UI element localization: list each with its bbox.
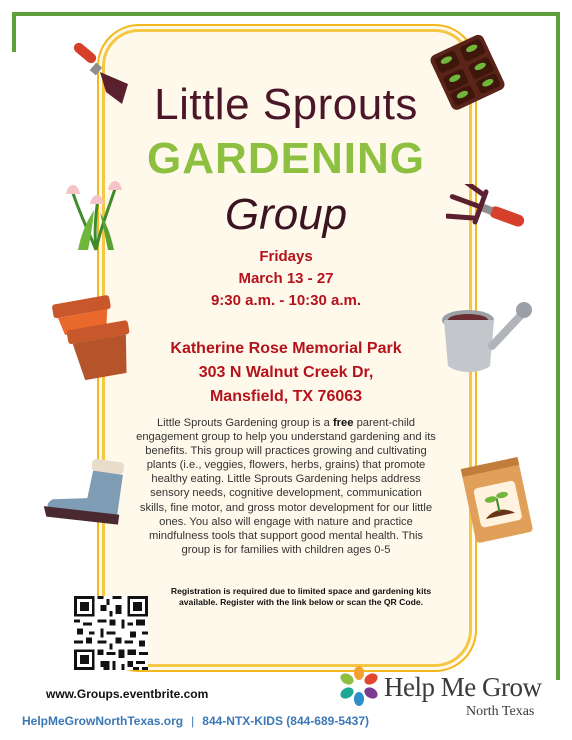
help-me-grow-logo-icon	[338, 665, 380, 707]
frame-top-border	[12, 12, 560, 16]
footer-bar	[22, 714, 369, 728]
location-street: 303 N Walnut Creek Dr,	[198, 364, 374, 381]
register-url-link[interactable]: www.Groups.eventbrite.com	[46, 687, 209, 701]
schedule-day: Fridays	[259, 248, 313, 265]
footer-separator: |	[191, 714, 195, 728]
description-part-2: parent-child engagement group to help you understand gardening and its benefits. This group will practices growing and cultivating plants (i.e., veggies, flowers, herbs, grains) that promote healthy eating. Little Sprouts Gardening helps address sensory needs, cognitive development, communication skills, fine motor, and gross motor development for our little ones. You also will engage with nature and practice mindfulness tools that support good mental health. This group is for families with children ages 0-5	[136, 417, 436, 556]
location-city: Mansfield, TX 76063	[209, 388, 363, 405]
title-line-1: Little Sprouts	[154, 80, 418, 129]
schedule-dates: March 13 - 27	[238, 270, 334, 287]
registration-note: Registration is required due to limited space and gardening kits available. Register with the link below or scan the QR Code.	[170, 586, 432, 608]
logo-name: Help Me Grow	[384, 672, 542, 702]
seed-packet-icon	[458, 454, 538, 546]
footer-website-link[interactable]: HelpMeGrowNorthTexas.org	[22, 714, 184, 728]
logo-region: North Texas	[466, 704, 535, 719]
title-line-3: Group	[224, 190, 348, 239]
title-line-2: GARDENING	[147, 134, 425, 183]
location-name: Katherine Rose Memorial Park	[170, 340, 402, 357]
description-free: free	[332, 417, 354, 429]
rain-boot-icon	[40, 454, 134, 532]
schedule-time: 9:30 a.m. - 10:30 a.m.	[210, 292, 362, 309]
description-paragraph	[136, 416, 436, 557]
qr-code[interactable]	[74, 596, 148, 670]
footer-phone[interactable]: 844-NTX-KIDS (844-689-5437)	[202, 714, 370, 728]
frame-left-border	[12, 12, 16, 52]
description-part-1: Little Sprouts Gardening group is a	[156, 417, 333, 429]
